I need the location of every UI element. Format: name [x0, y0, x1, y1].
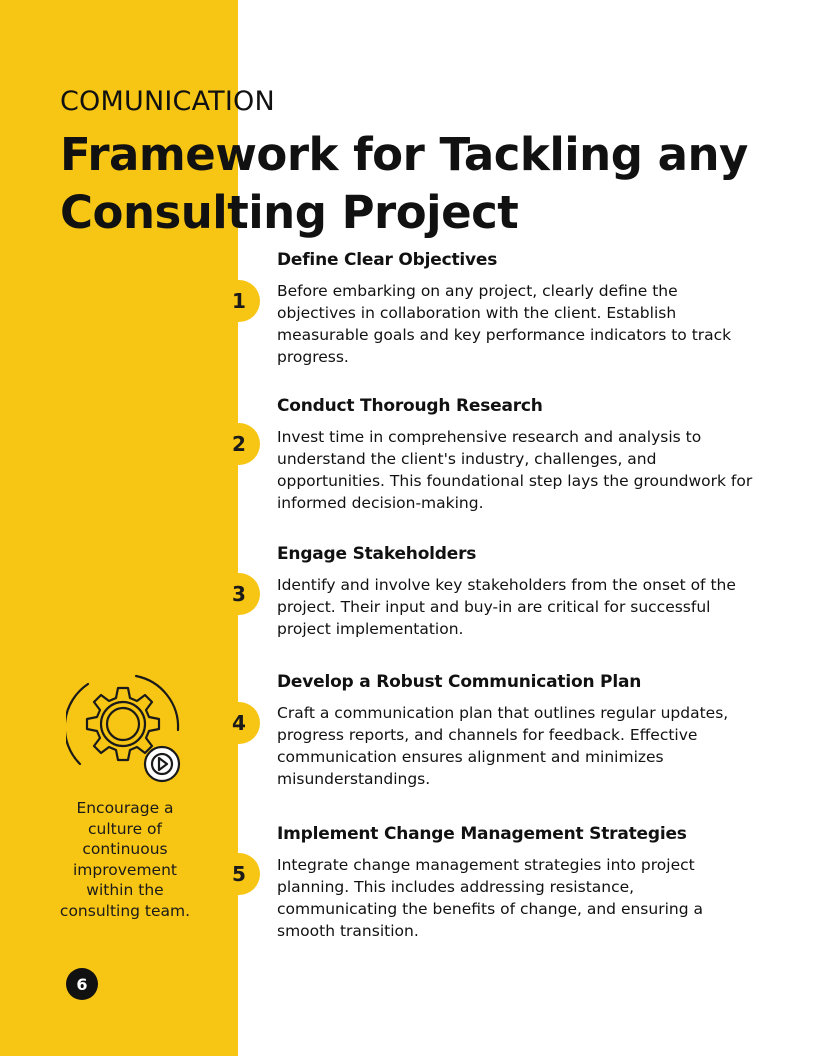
- section-kicker: COMUNICATION: [60, 86, 275, 117]
- page-title-text: Framework for Tackling any Consulting Project: [60, 128, 748, 239]
- step-description: Craft a communication plan that outlines regular updates, progress reports, and channels for feedback. Effective communication ensures alignment and minimizes misunderstandings.: [277, 704, 729, 788]
- page-number-badge: 6: [66, 968, 98, 1000]
- sidebar-callout: Encourage a culture of continuous improvement within the consulting team.: [59, 799, 191, 920]
- step-number-badge: 1: [218, 280, 260, 322]
- step-description: Integrate change management strategies into project planning. This includes addressing resistance, communicating the benefits of change, and ensuring a smooth transition.: [277, 856, 703, 940]
- step-description: Identify and involve key stakeholders from the onset of the project. Their input and buy-in are critical for successful project implementation.: [277, 576, 736, 638]
- step-number-badge: 3: [218, 573, 260, 615]
- step-number-badge: 5: [218, 853, 260, 895]
- step-number-badge: 2: [218, 423, 260, 465]
- step-description: Invest time in comprehensive research and analysis to understand the client's industry, challenges, and opportunities. This foundational step lays the groundwork for informed decision-making.: [277, 428, 753, 512]
- step-title: Develop a Robust Communication Plan: [277, 672, 642, 692]
- gear-play-icon: [66, 668, 190, 786]
- step-title: Define Clear Objectives: [277, 250, 498, 270]
- step-number-badge: 4: [218, 702, 260, 744]
- step-title: Conduct Thorough Research: [277, 396, 543, 416]
- step-title: Implement Change Management Strategies: [277, 824, 687, 844]
- step-description: Before embarking on any project, clearly define the objectives in collaboration with the client. Establish measurable goals and key performance indicators to track progress.: [277, 282, 732, 366]
- step-title: Engage Stakeholders: [277, 544, 477, 564]
